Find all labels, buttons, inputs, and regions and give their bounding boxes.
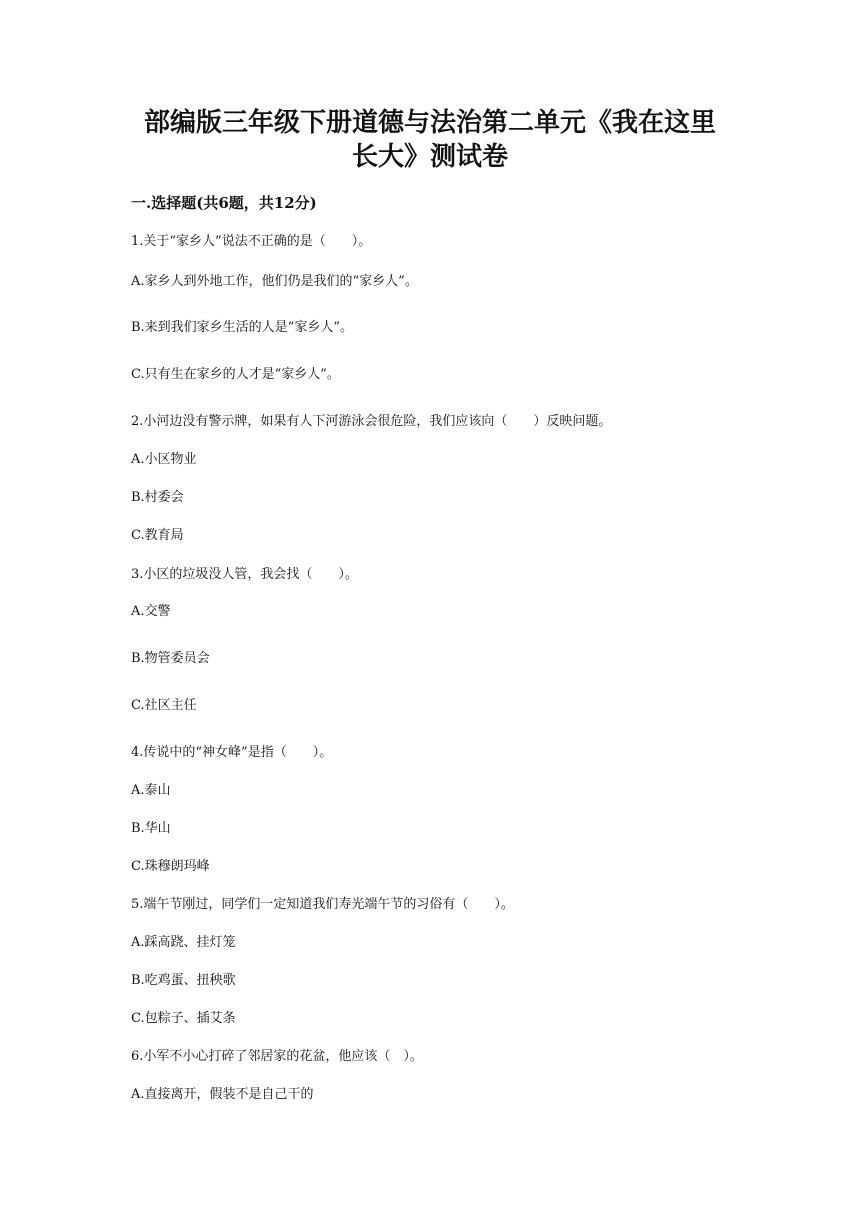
question-4-option-b: B.华山 <box>131 821 171 836</box>
question-4-option-a: A.泰山 <box>131 783 171 798</box>
question-3-option-b: B.物管委员会 <box>131 651 210 666</box>
question-5-option-a: A.踩高跷、挂灯笼 <box>131 935 236 950</box>
document-title-line-2: 长大》测试卷 <box>351 142 508 172</box>
question-1-stem: 1.关于“家乡人”说法不正确的是（ ）。 <box>131 234 372 249</box>
document-title-line-1: 部编版三年级下册道德与法治第二单元《我在这里 <box>143 108 716 138</box>
question-6-option-a: A.直接离开，假装不是自己干的 <box>131 1087 314 1102</box>
question-3-stem: 3.小区的垃圾没人管，我会找（ ）。 <box>131 567 358 582</box>
question-6-stem: 6.小军不小心打碎了邻居家的花盆，他应该（ ）。 <box>131 1049 423 1064</box>
question-5-option-b: B.吃鸡蛋、扭秧歌 <box>131 973 236 988</box>
question-5-stem: 5.端午节刚过，同学们一定知道我们寿光端午节的习俗有（ ）。 <box>131 897 514 912</box>
question-2-option-c: C.教育局 <box>131 528 184 543</box>
question-1-option-a: A.家乡人到外地工作，他们仍是我们的“家乡人”。 <box>131 274 418 289</box>
question-2-stem: 2.小河边没有警示牌，如果有人下河游泳会很危险，我们应该向（ ）反映问题。 <box>131 414 612 429</box>
question-4-stem: 4.传说中的“神女峰”是指（ ）。 <box>131 745 333 760</box>
question-5-option-c: C.包粽子、插艾条 <box>131 1011 236 1026</box>
question-1-option-c: C.只有生在家乡的人才是“家乡人”。 <box>131 367 340 382</box>
question-1-option-b: B.来到我们家乡生活的人是“家乡人”。 <box>131 320 353 335</box>
question-3-option-a: A.交警 <box>131 604 171 619</box>
question-2-option-b: B.村委会 <box>131 490 184 505</box>
section-heading: 一.选择题(共6题，共12分) <box>131 194 317 212</box>
question-3-option-c: C.社区主任 <box>131 698 197 713</box>
question-2-option-a: A.小区物业 <box>131 452 197 467</box>
question-4-option-c: C.珠穆朗玛峰 <box>131 859 210 874</box>
